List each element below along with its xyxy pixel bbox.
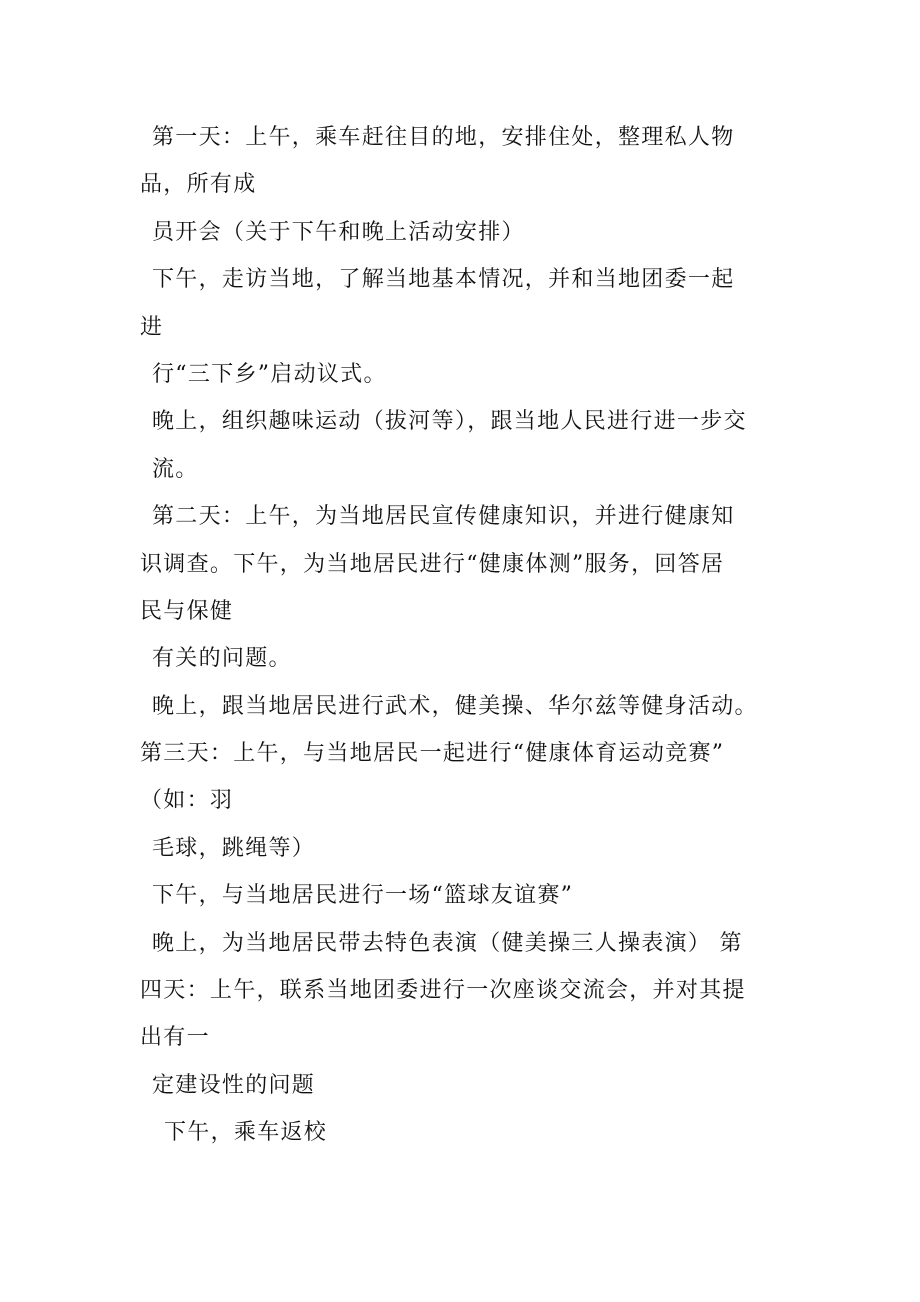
text-line: 下午，与当地居民进行一场“篮球友谊赛”	[152, 883, 574, 909]
text-line: 第三天：上午，与当地居民一起进行“健康体育运动竞赛”	[140, 741, 725, 767]
text-line: 毛球，跳绳等）	[152, 835, 316, 861]
text-line: 识调查。下午，为当地居民进行“健康体测”服务，回答居	[140, 551, 725, 577]
text-line: 有关的问题。	[152, 646, 292, 672]
document-body	[140, 114, 800, 1157]
text-line: 进	[140, 314, 164, 340]
text-line: 民与保健	[140, 598, 234, 624]
text-line: 第一天：上午，乘车赶往目的地，安排住处，整理私人物	[152, 125, 735, 150]
text-line: 第二天：上午，为当地居民宣传健康知识，并进行健康知	[152, 504, 735, 530]
text-line: 下午，乘车返校	[164, 1120, 328, 1146]
text-line: 下午，走访当地，了解当地基本情况，并和当地团委一起	[152, 267, 735, 293]
text-line: 员开会（关于下午和晚上活动安排）	[152, 219, 525, 245]
text-line: 行“三下乡”启动议式。	[152, 361, 387, 387]
text-line: 品，所有成	[140, 172, 257, 198]
text-line: 晚上，为当地居民带去特色表演（健美操三人操表演） 第	[152, 930, 743, 956]
text-line: 出有一	[140, 1025, 210, 1051]
text-line: 流。	[152, 456, 199, 482]
text-line: 四天：上午，联系当地团委进行一次座谈交流会，并对其提	[140, 978, 746, 1004]
text-line: 晚上，跟当地居民进行武术，健美操、华尔兹等健身活动。	[152, 693, 758, 719]
text-line: 晚上，组织趣味运动（拔河等），跟当地人民进行进一步交	[152, 409, 747, 435]
text-line: （如：羽	[140, 788, 234, 814]
text-line: 定建设性的问题	[152, 1072, 316, 1098]
